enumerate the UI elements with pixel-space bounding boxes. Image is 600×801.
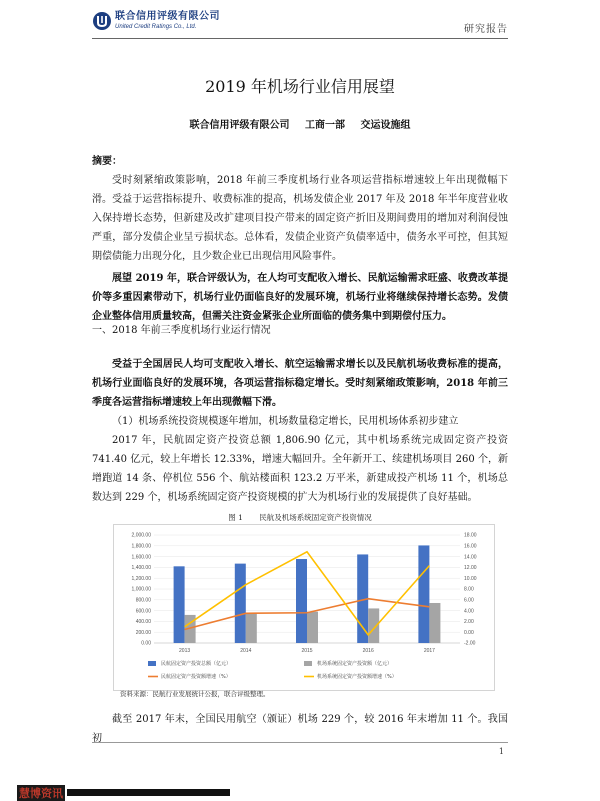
bar-civil-aviation-investment	[296, 559, 307, 643]
watermark-bar	[67, 789, 230, 796]
x-tick-label: 2016	[362, 648, 374, 654]
logo-chinese-name: 联合信用评级有限公司	[115, 11, 220, 22]
legend-label: 机场系统固定资产投资额增速（%）	[317, 674, 397, 680]
subsection-heading: （1）机场系统投资规模逐年增加，机场数量稳定增长，民用机场体系初步建立	[112, 416, 459, 427]
bar-civil-aviation-investment	[418, 545, 429, 643]
y-right-tick-label: 14.00	[464, 554, 477, 561]
investment-chart	[113, 524, 495, 691]
y-right-tick-label: 16.00	[464, 543, 477, 550]
abstract-label: 摘要：	[92, 156, 122, 167]
y-left-tick-label: 1,000.00	[131, 586, 151, 593]
abstract-paragraph-1: 受时刻紧缩政策影响，2018 年前三季度机场行业各项运营指标增速较上年出现微幅下滑。受益于运营指标提升、收费标准的提高，机场发债企业 2017 年及 2018 年半年度营业收入保持增长态势，但新建及改扩建项目投产带来的固定资产折旧及期间费用的增加对利润侵蚀严重，部分发债企业呈亏损状态。总体看，发债企业资产负债率适中，债务水平可控，但其短期偿债能力出现分化，且少数企业已出现信用风险事件。	[92, 175, 508, 262]
y-left-tick-label: 1,800.00	[131, 543, 151, 550]
y-right-tick-label: 18.00	[464, 532, 477, 539]
y-left-tick-label: 1,600.00	[131, 554, 151, 561]
y-right-tick-label: 10.00	[464, 575, 477, 582]
bar-airport-investment	[429, 603, 440, 643]
document-title: 2019 年机场行业信用展望	[205, 77, 395, 96]
section-lead-paragraph: 受益于全国居民人均可支配收入增长、航空运输需求增长以及民航机场收费标准的提高，机场行业面临良好的发展环境，各项运营指标稳定增长。受时刻紧缩政策影响，2018 年前三季度各运营指标增速较上年出现微幅下滑。	[92, 359, 508, 408]
legend-label: 机场系统固定资产投资额（亿元）	[317, 661, 393, 667]
legend-swatch	[304, 661, 312, 666]
x-tick-label: 2014	[240, 648, 252, 654]
y-left-tick-label: 400.00	[135, 619, 151, 626]
y-right-tick-label: -2.00	[464, 640, 476, 647]
y-left-tick-label: 1,200.00	[131, 575, 151, 582]
author-org: 联合信用评级有限公司	[189, 120, 290, 131]
section-paragraph-2: 截至 2017 年末，全国民用航空（颁证）机场 229 个，较 2016 年末增加 11 个。我国初	[92, 714, 508, 744]
figure-source: 资料来源：民航行业发展统计公报，联合评级整理。	[120, 690, 270, 698]
abstract-section	[92, 152, 508, 326]
bar-airport-investment	[246, 613, 257, 643]
figure-caption	[0, 512, 600, 523]
y-left-tick-label: 1,400.00	[131, 565, 151, 572]
investment-chart-svg	[114, 525, 494, 690]
bar-airport-investment	[368, 608, 379, 643]
x-tick-label: 2015	[301, 648, 313, 654]
y-right-tick-label: 2.00	[464, 619, 474, 626]
y-left-tick-label: 800.00	[135, 597, 151, 604]
y-right-tick-label: 8.00	[464, 586, 474, 593]
footer-divider	[92, 742, 508, 743]
y-right-tick-label: 12.00	[464, 565, 477, 572]
x-tick-label: 2017	[423, 648, 435, 654]
legend-label: 民航固定资产投资额增速（%）	[161, 674, 231, 680]
bar-civil-aviation-investment	[235, 564, 246, 643]
page-number: 1	[498, 747, 504, 756]
y-left-tick-label: 0.00	[141, 640, 151, 647]
x-tick-label: 2013	[179, 648, 191, 654]
y-right-tick-label: 4.00	[464, 608, 474, 615]
watermark-label: 慧博资讯	[19, 787, 63, 800]
legend-swatch	[148, 661, 156, 666]
company-logo-icon	[92, 11, 112, 31]
header-divider	[92, 38, 508, 39]
y-left-tick-label: 2,000.00	[131, 532, 151, 539]
author-dept: 工商一部	[305, 120, 345, 131]
section-heading: 一、2018 年前三季度机场行业运行情况	[92, 325, 271, 336]
bar-airport-investment	[307, 612, 318, 643]
author-group: 交运设施组	[360, 120, 411, 131]
section-body	[92, 355, 508, 507]
legend-label: 民航固定资产投资总额（亿元）	[161, 661, 232, 667]
report-type-label: 研究报告	[464, 24, 508, 35]
y-right-tick-label: 0.00	[464, 629, 474, 636]
abstract-paragraph-2: 展望 2019 年，联合评级认为，在人均可支配收入增长、民航运输需求旺盛、收费改革提价等多重因素带动下，机场行业仍面临良好的发展环境，机场行业将继续保持增长态势。发债企业整体信用质量较高，但需关注资金紧张企业所面临的债务集中到期偿付压力。	[92, 273, 508, 322]
y-right-tick-label: 6.00	[464, 597, 474, 604]
author-line	[0, 116, 600, 131]
y-left-tick-label: 600.00	[135, 608, 151, 615]
logo-english-name: United Credit Ratings Co., Ltd.	[115, 24, 197, 30]
figure-title: 民航及机场系统固定资产投资情况	[259, 513, 372, 522]
bar-civil-aviation-investment	[174, 566, 185, 643]
company-logo	[92, 11, 220, 31]
y-left-tick-label: 200.00	[135, 629, 151, 636]
figure-number: 图 1	[228, 513, 243, 522]
section-paragraph-1: 2017 年，民航固定资产投资总额 1,806.90 亿元，其中机场系统完成固定资产投资 741.40 亿元，较上年增长 12.33%，增速大幅回升。全年新开工、续建机场项目 260 个，新增跑道 14 条、停机位 556 个、航站楼面积 123.2 万平米，新建成投产机场 11 个，机场总数达到 229 个，机场系统固定资产投资规模的扩大为机场行业的发展提供了良好基础。	[92, 435, 508, 503]
